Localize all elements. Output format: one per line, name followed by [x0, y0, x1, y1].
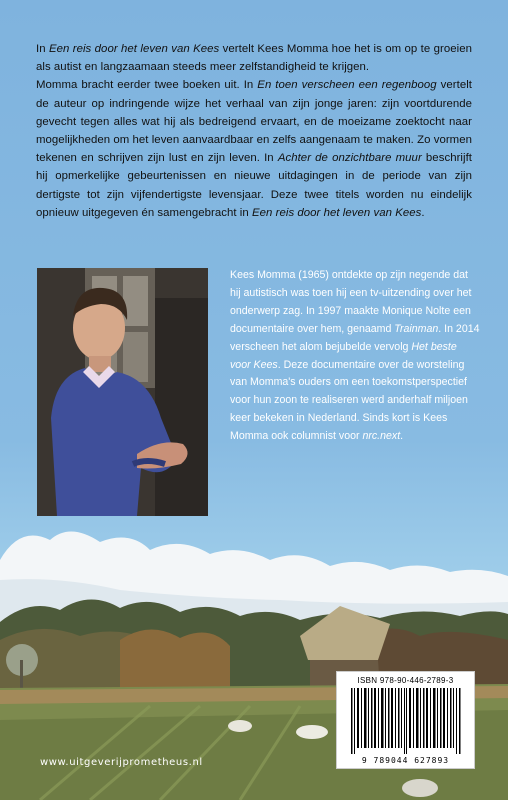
author-bio: [230, 267, 480, 446]
isbn-digits: 9 789044 627893: [361, 756, 450, 765]
bio-part-3: . Deze documentaire over de worsteling van Momma's ouders om een toekomstperspectief voor hun zoon te realiseren werd anderhalf miljoen keer bekeken in Nederland. Sinds kort is Kees Momma ook columnist voor: [230, 358, 468, 443]
author-portrait-illustration: [37, 268, 208, 516]
blurb-paragraph-2: [36, 76, 472, 222]
blurb-text: [36, 40, 472, 222]
newspaper-title: nrc.next: [362, 430, 401, 443]
bio-part-4: .: [400, 430, 404, 443]
blurb-p2-end: .: [421, 206, 425, 219]
documentary-title-trainman: Trainman: [394, 322, 439, 335]
blurb-p2-mid: vertelt de auteur op indringende wijze het verhaal van zijn jonge jaren: zijn voortdurende gevecht tegen alles wat hij als bedreigend ervaart, en de moeizame zoektocht naar mogelijkheden om het leven aanvaardbaar en zelfs aangenaam te maken. Zo vormen tekenen en schrijven zijn lust en zijn leven. In: [36, 79, 473, 165]
blurb-p2-prefix: Momma bracht eerder twee boeken uit. In: [36, 79, 258, 92]
author-photo: [37, 268, 208, 516]
barcode-bars: [337, 672, 474, 768]
book-title-reis: Een reis door het leven van Kees: [252, 206, 422, 219]
bio-part-2: . In 2014 verscheen het alom bejubelde vervolg: [230, 322, 480, 353]
blurb-p1-suffix: vertelt Kees Momma hoe het is om op te groeien als autist en langzaamaan steeds meer zelfstandigheid te krijgen.: [36, 43, 472, 74]
isbn-barcode: [336, 671, 475, 769]
book-title-italic: Een reis door het leven van Kees: [48, 43, 220, 55]
blurb-p2-suffix: beschrijft hij opmerkelijke gebeurtenissen en nieuwe uitdagingen in de periode van zijn dertigste tot zijn vijfendertigste levensjaar. Deze twee titels worden nu eindelijk opnieuw uitgegeven én samengebracht in: [36, 152, 473, 219]
book-title-muur: Achter de onzichtbare muur: [277, 152, 422, 165]
blurb-p1-prefix: In: [36, 43, 49, 55]
blurb-paragraph-1: [36, 40, 472, 76]
bio-part-1: Kees Momma (1965) ontdekte op zijn negende dat hij autistisch was toen hij een tv-uitzending over het onderwerp zag. In 1997 maakte Monique Nolte een documentaire over hem, genaamd: [230, 269, 472, 335]
publisher-website[interactable]: www.uitgeverijprometheus.nl: [40, 757, 203, 768]
documentary-title-het-beste: Het beste voor Kees: [230, 340, 457, 371]
book-title-regenboog: En toen verscheen een regenboog: [257, 79, 437, 92]
isbn-label: ISBN 978-90-446-2789-3: [357, 676, 454, 685]
